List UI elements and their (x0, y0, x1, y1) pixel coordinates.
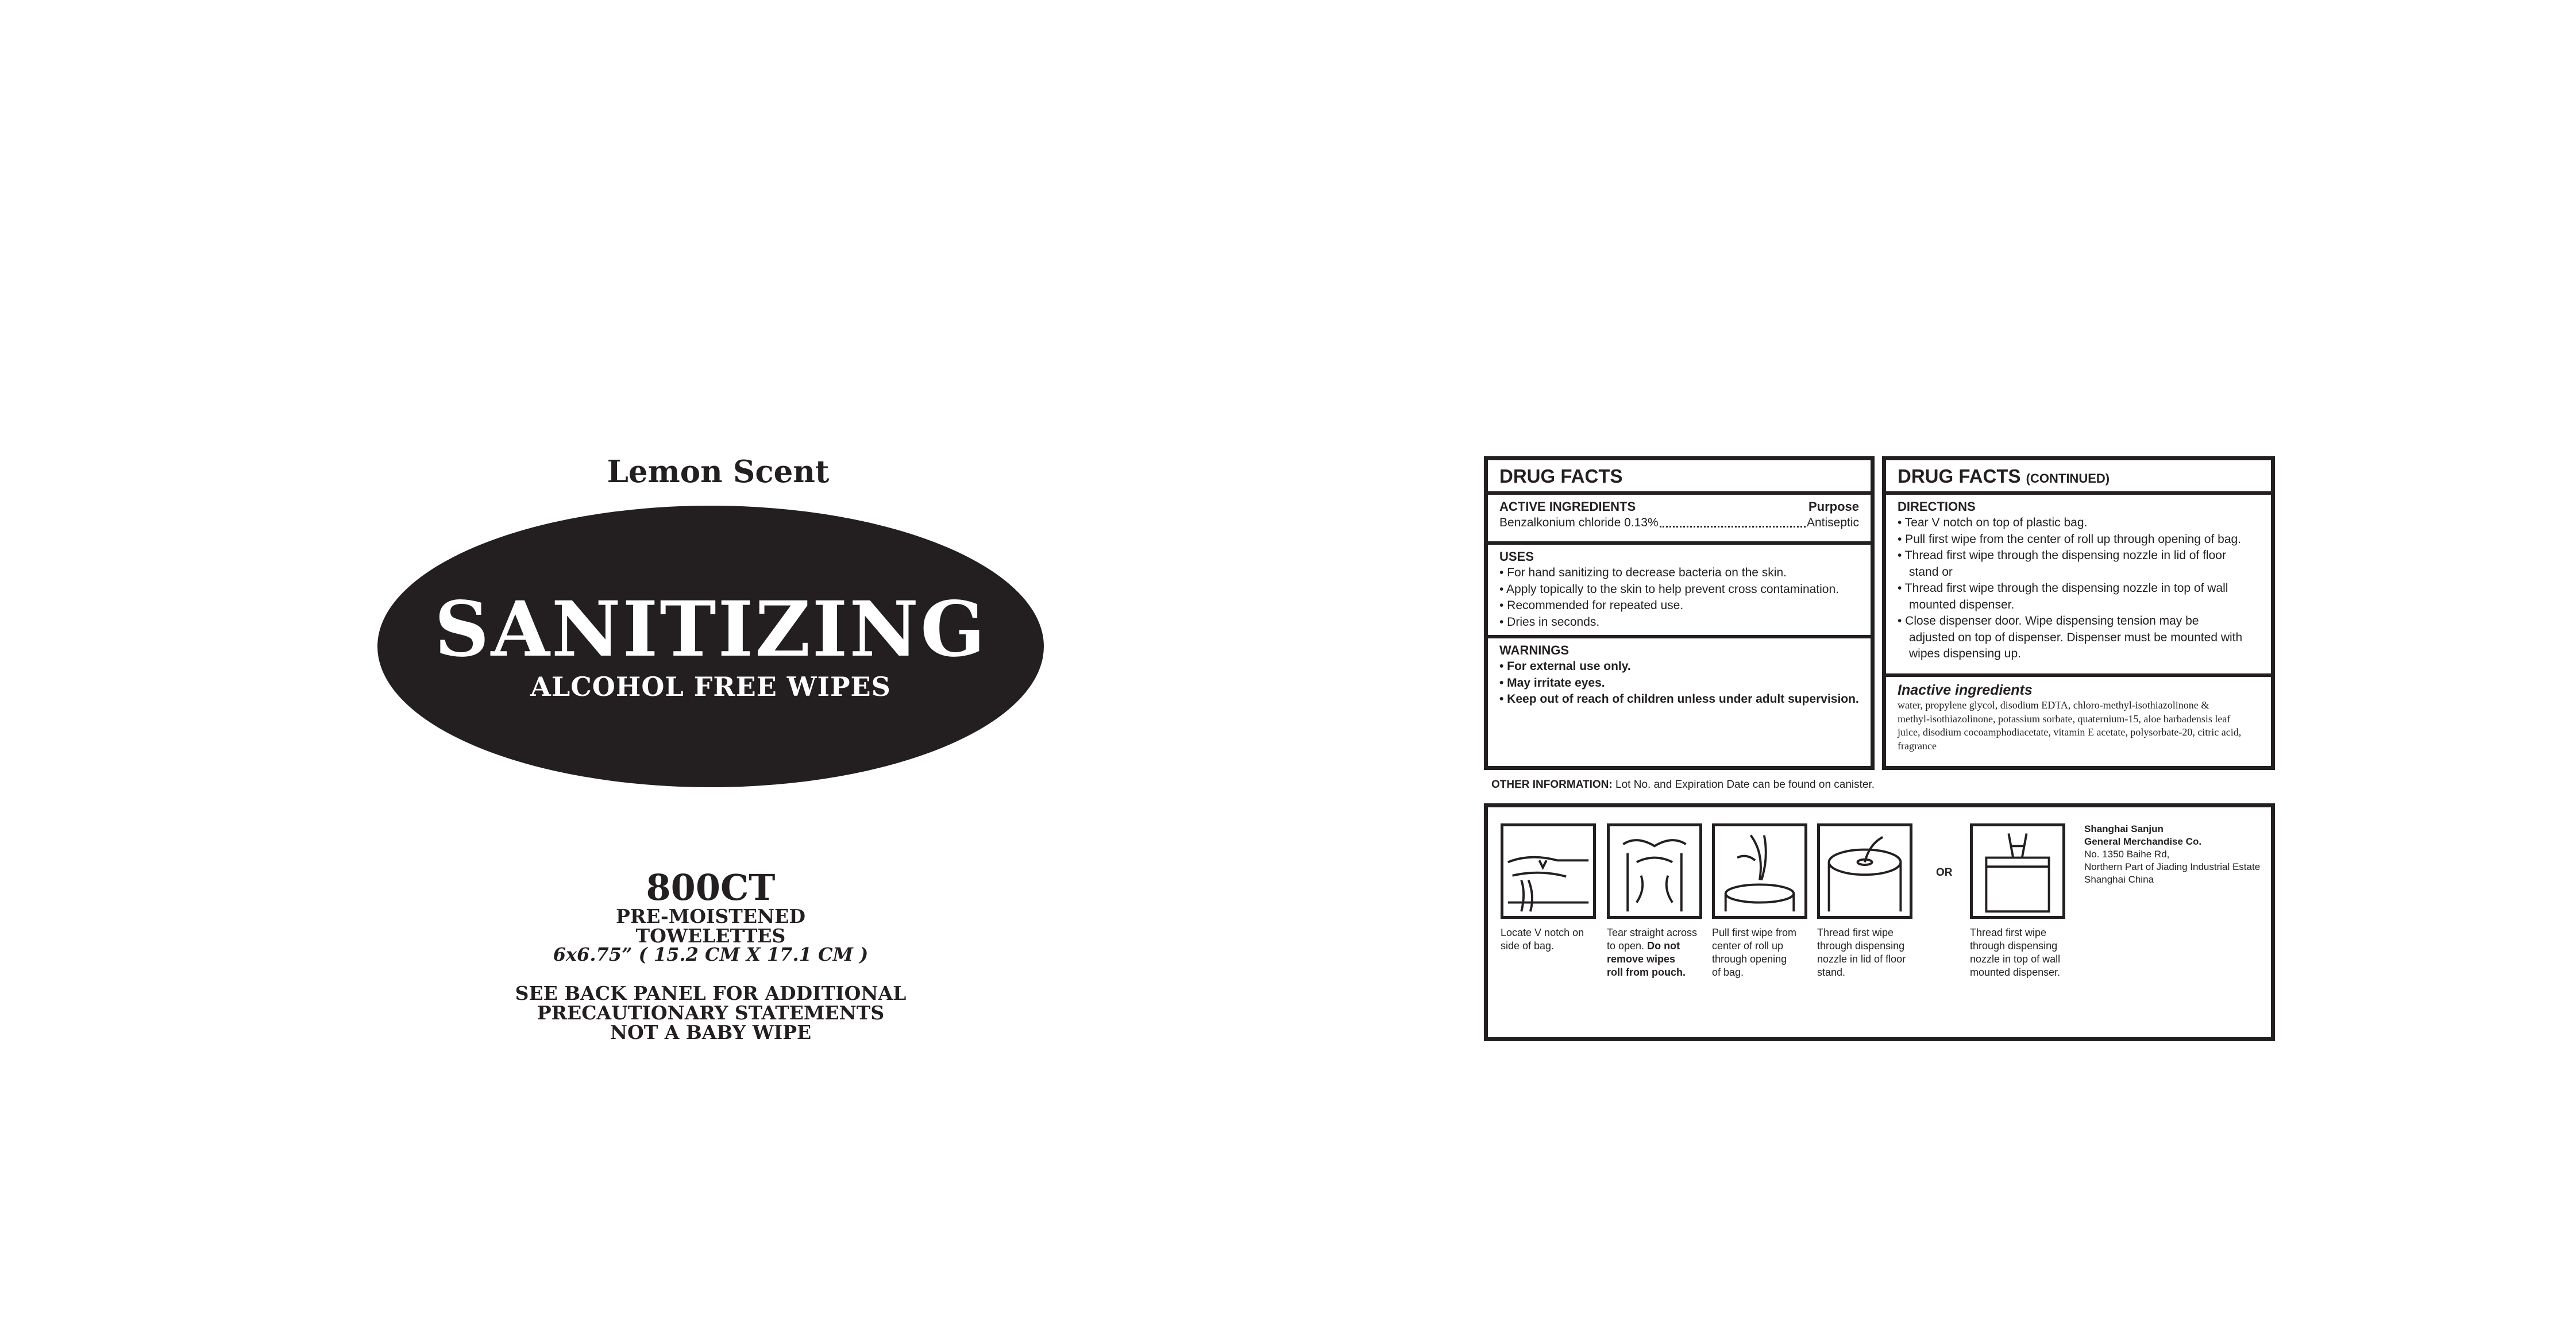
leader-dots (1660, 515, 1806, 528)
warning-item: • May irritate eyes. (1499, 676, 1605, 690)
step-4-illustration (1817, 823, 1912, 919)
notice-line-2: PRECAUTIONARY STATEMENTS (537, 1002, 885, 1024)
other-information (1491, 779, 1875, 791)
warnings-section (1488, 635, 1871, 708)
descriptor-line-1: PRE-MOISTENED (616, 905, 805, 927)
direction-item: • Pull first wipe from the center of roll up through opening of bag. (1898, 532, 2242, 546)
direction-item: • Close dispenser door. Wipe dispensing tension may be (1898, 614, 2199, 627)
step-2-illustration (1607, 823, 1702, 919)
drug-facts-title: DRUG FACTS (1488, 460, 1871, 495)
scent-label: Lemon Scent (607, 454, 830, 490)
step-2-warning: Do not (1647, 940, 1680, 952)
count-label: 800CT (646, 867, 776, 908)
active-purpose: Antiseptic (1806, 516, 1859, 529)
step-3-illustration (1712, 823, 1807, 919)
step-2-caption (1607, 926, 1710, 979)
product-title: SANITIZING (434, 585, 987, 674)
inactive-line: methyl-isothiazolinone, potassium sorbate, quaternium-15, aloe barbadensis leaf (1898, 713, 2231, 725)
step-1-illustration (1501, 823, 1596, 919)
step-5-line: Thread first wipe (1970, 927, 2047, 938)
drug-facts-box (1484, 456, 1875, 770)
inactive-line: fragrance (1898, 740, 1937, 752)
drug-facts-title-text: DRUG FACTS (1898, 465, 2021, 487)
direction-item-continued: adjusted on top of dispenser. Dispenser must be mounted with (1909, 630, 2243, 644)
directions-heading: DIRECTIONS (1898, 499, 1976, 514)
directions-section (1886, 495, 2271, 663)
step-5-illustration (1970, 823, 2065, 919)
use-item: • Dries in seconds. (1499, 615, 1600, 629)
inactive-line: juice, disodium cocoamphodiacetate, vitamin E acetate, polysorbate-20, citric acid, (1898, 726, 2242, 738)
purpose-heading: Purpose (1808, 499, 1859, 514)
wall-dispenser-icon (1973, 826, 2062, 916)
warning-item: • Keep out of reach of children unless under adult supervision. (1499, 692, 1859, 706)
inactive-line: water, propylene glycol, disodium EDTA, chloro-methyl-isothiazolinone & (1898, 699, 2209, 711)
direction-item: • Thread first wipe through the dispensing nozzle in lid of floor (1898, 549, 2226, 562)
step-1-line: Locate V notch on (1501, 927, 1584, 938)
tear-bag-icon (1610, 826, 1699, 916)
step-5-caption (1970, 926, 2073, 979)
other-information-label: OTHER INFORMATION: (1491, 779, 1613, 791)
step-4-line: Thread first wipe (1817, 927, 1894, 938)
address-line: Shanghai China (2084, 874, 2154, 885)
step-4-line: stand. (1817, 967, 1846, 978)
company-name: Shanghai Sanjun (2084, 823, 2164, 834)
hand-bag-icon (1503, 826, 1593, 916)
descriptor-line-2: TOWELETTES (635, 925, 786, 947)
notice-line-1: SEE BACK PANEL FOR ADDITIONAL (515, 982, 907, 1004)
product-subtitle: ALCOHOL FREE WIPES (530, 671, 891, 702)
step-5-line: through dispensing (1970, 940, 2058, 952)
active-ingredients-section (1488, 495, 1871, 532)
step-4-line: nozzle in lid of floor (1817, 953, 1906, 965)
continued-label: (CONTINUED) (2026, 471, 2110, 486)
step-1-caption (1501, 926, 1604, 953)
direction-item: • Thread first wipe through the dispensing nozzle in top of wall (1898, 582, 2228, 595)
step-3-line: center of roll up (1712, 940, 1784, 952)
step-5-line: nozzle in top of wall (1970, 953, 2061, 965)
step-1-line: side of bag. (1501, 940, 1555, 952)
use-item: • For hand sanitizing to decrease bacteria on the skin. (1499, 566, 1787, 579)
direction-item-continued: stand or (1909, 565, 1953, 579)
uses-heading: USES (1499, 549, 1534, 564)
company-address (2084, 823, 2260, 886)
step-2-line (1607, 940, 1710, 953)
or-label: OR (1936, 867, 1953, 879)
pull-wipe-icon (1715, 826, 1804, 916)
step-3-line: of bag. (1712, 967, 1744, 978)
drug-facts-continued-title (1886, 460, 2271, 495)
drug-facts-continued-box (1882, 456, 2275, 770)
other-information-text: Lot No. and Expiration Date can be found on canister. (1612, 779, 1875, 791)
step-3-line: Pull first wipe from (1712, 927, 1797, 938)
warnings-heading: WARNINGS (1499, 643, 1569, 657)
step-3-line: through opening (1712, 953, 1787, 965)
step-4-caption (1817, 926, 1921, 979)
inactive-heading: Inactive ingredients (1898, 682, 2033, 698)
step-2-text: to open. (1607, 940, 1645, 952)
direction-item-continued: mounted dispenser. (1909, 598, 2015, 611)
company-name: General Merchandise Co. (2084, 836, 2202, 847)
step-2-line: Tear straight across (1607, 927, 1698, 938)
step-2-warning: roll from pouch. (1607, 967, 1686, 978)
step-2-warning: remove wipes (1607, 953, 1676, 965)
address-line: No. 1350 Baihe Rd, (2084, 849, 2170, 860)
inactive-ingredients-section (1886, 673, 2271, 753)
address-line: Northern Part of Jiading Industrial Estate (2084, 861, 2261, 872)
active-ingredients-heading: ACTIVE INGREDIENTS (1499, 499, 1636, 514)
notice-line-3: NOT A BABY WIPE (610, 1021, 812, 1044)
use-item: • Recommended for repeated use. (1499, 599, 1684, 612)
uses-section (1488, 541, 1871, 630)
size-label: 6x6.75” ( 15.2 CM X 17.1 CM ) (553, 944, 869, 965)
use-item: • Apply topically to the skin to help prevent cross contamination. (1499, 582, 1840, 596)
step-3-caption (1712, 926, 1815, 979)
step-4-line: through dispensing (1817, 940, 1905, 952)
step-5-line: mounted dispenser. (1970, 967, 2061, 978)
floor-stand-icon (1820, 826, 1910, 916)
direction-item: • Tear V notch on top of plastic bag. (1898, 516, 2088, 529)
warning-item: • For external use only. (1499, 660, 1631, 673)
direction-item-continued: wipes dispensing up. (1909, 647, 2021, 660)
active-ingredient: Benzalkonium chloride 0.13% (1499, 516, 1659, 529)
